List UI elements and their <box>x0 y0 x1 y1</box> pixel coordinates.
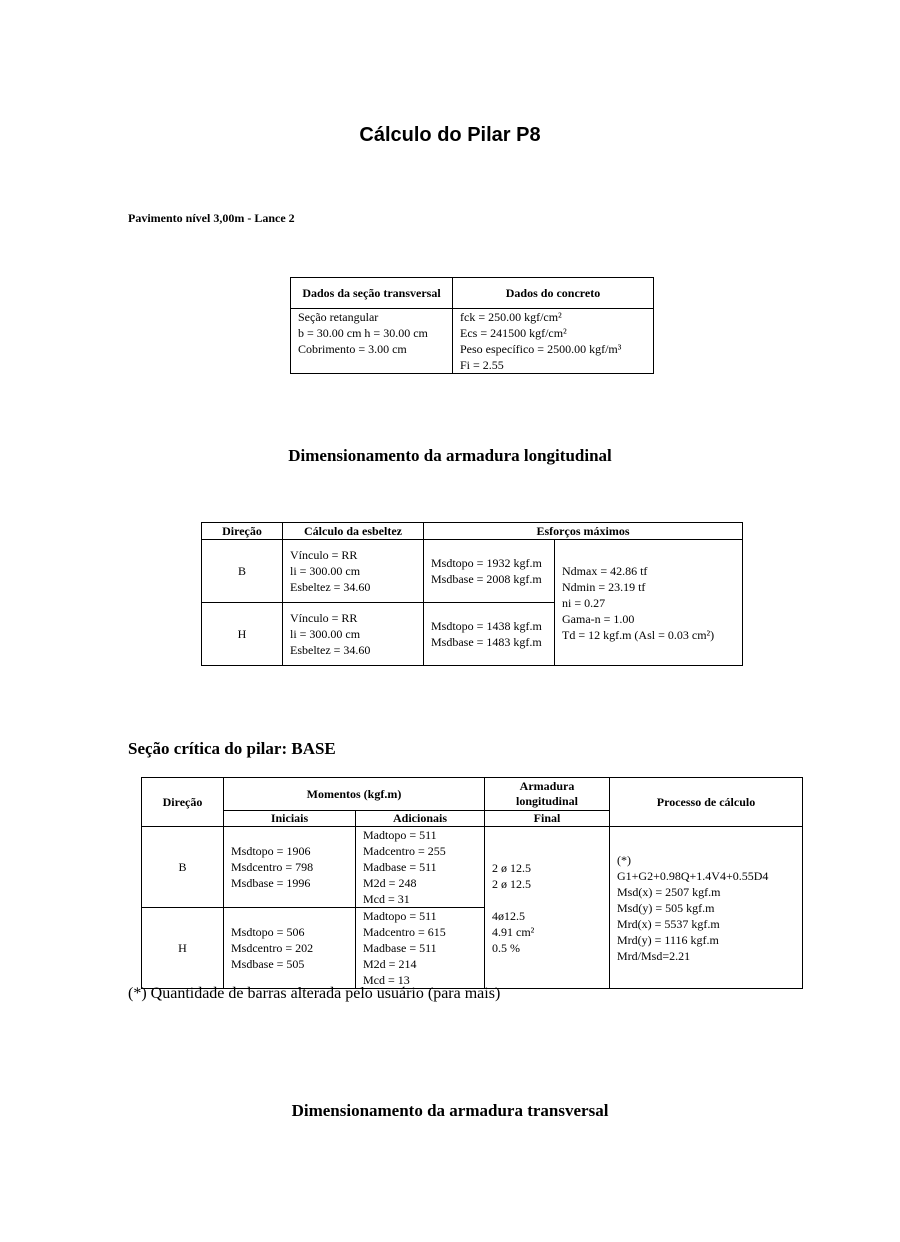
slenderness-h <box>283 603 424 666</box>
msdbase-b: Msdbase = 2008 kgf.m <box>431 572 542 586</box>
header-concrete: Dados do concreto <box>453 278 654 309</box>
process-line-5: Mrd(x) = 5537 kgf.m <box>617 916 720 931</box>
msdtopo-init-h: Msdtopo = 506 <box>231 925 305 939</box>
initial-h <box>224 908 356 989</box>
final-line-5: 0.5 % <box>492 940 520 955</box>
header-moments: Momentos (kgf.m) <box>224 778 485 811</box>
header-direction: Direção <box>202 523 283 540</box>
esbeltez-b: Esbeltez = 34.60 <box>290 580 371 594</box>
header-additional: Adicionais <box>356 811 485 827</box>
final-line-4: 4.91 cm² <box>492 924 535 939</box>
section-cover: Cobrimento = 3.00 cm <box>298 342 407 356</box>
msdbase-init-h: Msdbase = 505 <box>231 957 305 971</box>
vinculo-h: Vínculo = RR <box>290 611 358 625</box>
vinculo-b: Vínculo = RR <box>290 548 358 562</box>
header-direction-3: Direção <box>142 778 224 827</box>
efforts-b <box>424 540 555 603</box>
critical-section-table <box>141 777 803 989</box>
process-line-3: Msd(x) = 2507 kgf.m <box>617 884 721 899</box>
heading-critical-section: Seção crítica do pilar: BASE <box>128 739 336 758</box>
td: Td = 12 kgf.m (Asl = 0.03 cm²) <box>562 627 715 642</box>
ni: ni = 0.27 <box>562 595 606 610</box>
concrete-fck: fck = 250.00 kgf/cm² <box>460 310 562 324</box>
mcd-h: Mcd = 13 <box>363 973 410 987</box>
esbeltez-h: Esbeltez = 34.60 <box>290 643 371 657</box>
process-line-4: Msd(y) = 505 kgf.m <box>617 900 715 915</box>
concrete-weight: Peso específico = 2500.00 kgf/m³ <box>460 342 622 356</box>
madbase-b: Madbase = 511 <box>363 860 437 874</box>
heading-transversal: Dimensionamento da armadura transversal <box>291 1101 609 1120</box>
madcentro-h: Madcentro = 615 <box>363 925 446 939</box>
direction-h: H <box>202 603 283 666</box>
m2d-b: M2d = 248 <box>363 876 417 890</box>
msdtopo-b: Msdtopo = 1932 kgf.m <box>431 556 542 570</box>
header-process: Processo de cálculo <box>610 778 803 827</box>
slenderness-table <box>201 522 743 666</box>
direction-b-3: B <box>142 827 224 908</box>
process-line-7: Mrd/Msd=2.21 <box>617 948 691 963</box>
concrete-fi: Fi = 2.55 <box>460 358 504 372</box>
header-slenderness: Cálculo da esbeltez <box>283 523 424 540</box>
m2d-h: M2d = 214 <box>363 957 417 971</box>
msdtopo-init-b: Msdtopo = 1906 <box>231 844 311 858</box>
final-reinforcement <box>485 827 610 989</box>
msdcentro-init-b: Msdcentro = 798 <box>231 860 314 874</box>
section-type: Seção retangular <box>298 310 379 324</box>
additional-h <box>356 908 485 989</box>
footnote: (*) Quantidade de barras alterada pelo usuário (para mais) <box>128 985 501 1002</box>
heading-longitudinal: Dimensionamento da armadura longitudinal <box>288 446 612 465</box>
header-initial: Iniciais <box>224 811 356 827</box>
header-section: Dados da seção transversal <box>291 278 453 309</box>
header-final: Final <box>485 811 610 827</box>
direction-b: B <box>202 540 283 603</box>
header-efforts: Esforços máximos <box>424 523 743 540</box>
additional-b <box>356 827 485 908</box>
final-line-1: 2 ø 12.5 <box>492 860 531 875</box>
process-line-2: G1+G2+0.98Q+1.4V4+0.55D4 <box>617 868 769 883</box>
msdbase-init-b: Msdbase = 1996 <box>231 876 311 890</box>
calc-process <box>610 827 803 989</box>
madtopo-b: Madtopo = 511 <box>363 828 437 842</box>
slenderness-b <box>283 540 424 603</box>
section-data-cell <box>291 309 453 374</box>
ndmax: Ndmax = 42.86 tf <box>562 563 648 578</box>
msdtopo-h: Msdtopo = 1438 kgf.m <box>431 619 542 633</box>
page-title: Cálculo do Pilar P8 <box>359 124 541 146</box>
mcd-b: Mcd = 31 <box>363 892 410 906</box>
section-dims: b = 30.00 cm h = 30.00 cm <box>298 326 428 340</box>
madtopo-h: Madtopo = 511 <box>363 909 437 923</box>
final-line-2: 2 ø 12.5 <box>492 876 531 891</box>
concrete-ecs: Ecs = 241500 kgf/cm² <box>460 326 567 340</box>
floor-subtitle: Pavimento nível 3,00m - Lance 2 <box>128 211 295 225</box>
li-h: li = 300.00 cm <box>290 627 361 641</box>
shared-efforts <box>555 540 743 666</box>
madcentro-b: Madcentro = 255 <box>363 844 446 858</box>
msdbase-h: Msdbase = 1483 kgf.m <box>431 635 542 649</box>
section-data-table <box>290 277 654 374</box>
efforts-h <box>424 603 555 666</box>
process-line-6: Mrd(y) = 1116 kgf.m <box>617 932 719 947</box>
ndmin: Ndmin = 23.19 tf <box>562 579 646 594</box>
header-reinforcement: Armadura longitudinal <box>485 778 610 811</box>
li-b: li = 300.00 cm <box>290 564 361 578</box>
concrete-data-cell <box>453 309 654 374</box>
direction-h-3: H <box>142 908 224 989</box>
final-line-3: 4ø12.5 <box>492 908 525 923</box>
msdcentro-init-h: Msdcentro = 202 <box>231 941 314 955</box>
process-line-1: (*) <box>617 852 631 867</box>
gama-n: Gama-n = 1.00 <box>562 611 635 626</box>
initial-b <box>224 827 356 908</box>
madbase-h: Madbase = 511 <box>363 941 437 955</box>
final-spacer <box>492 892 602 908</box>
